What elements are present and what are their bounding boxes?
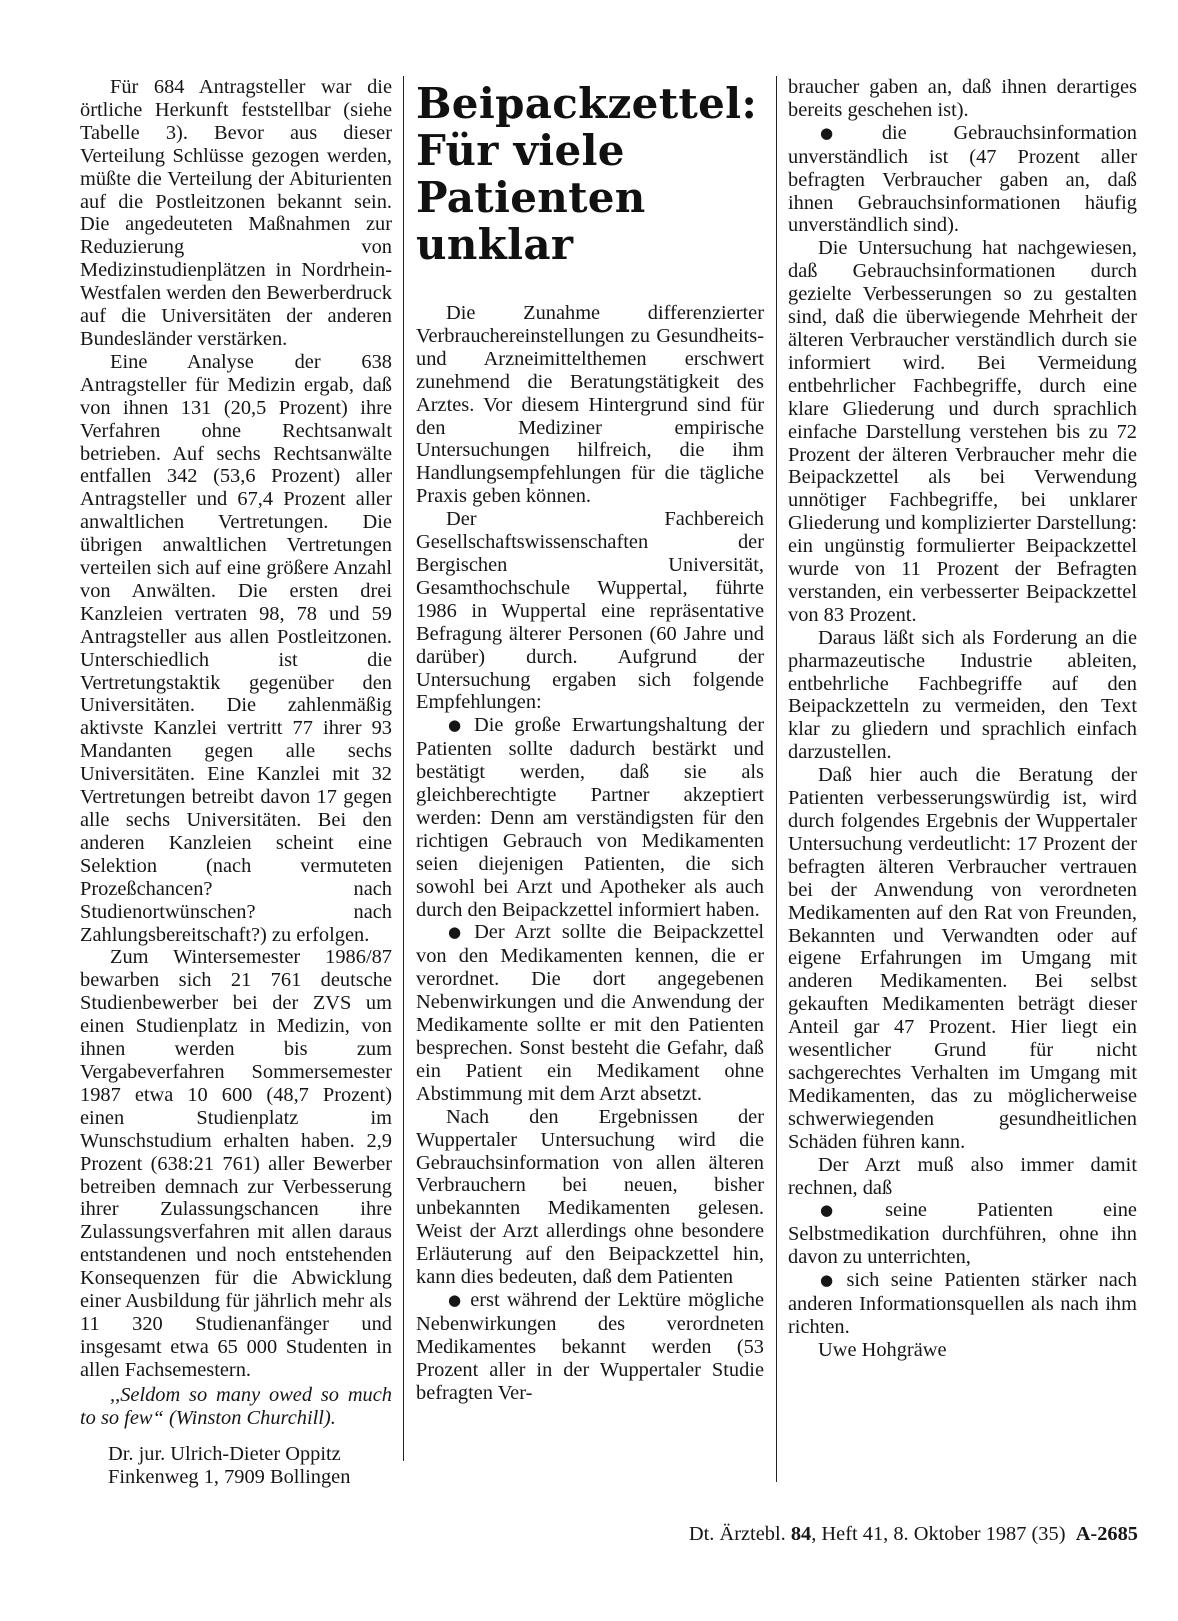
article-author: Uwe Hohgräwe bbox=[818, 1338, 947, 1361]
paragraph: Nach den Ergebnissen der Wuppertaler Untersuchung wird die Gebrauchsinformation von allen älteren Verbrauchern bei neuen, bisher unbekannten Medikamenten gelesen. Weist der Arzt allerdings ohne besondere Erläuterung auf den Beipackzettel hin, kann dies bedeuten, daß dem Patienten bbox=[416, 1105, 764, 1289]
paragraph: Zum Wintersemester 1986/87 bewarben sich 21 761 deutsche Studienbewerber bei der ZVS um einen Studienplatz in Medizin, von ihnen werden bis zum Vergabeverfahren Sommersemester 1987 etwa 10 600 (48,7 Prozent) einen Studienplatz im Wunschstudium erhalten haben. 2,9 Prozent (638:21 761) aller Bewerber betreiben demnach zur Verbesserung ihrer Zulassungschancen ihre Zulassungsverfahren mit allen daraus entstandenen und noch entstehenden Konsequenzen für die Abwicklung einer Ausbildung für jährlich mehr als 11 320 Studienanfänger und insgesamt etwa 65 000 Studenten in allen Fachsemestern. bbox=[80, 946, 392, 1381]
page-number: A-2685 bbox=[1075, 1523, 1138, 1545]
paragraph: Daß hier auch die Beratung der Patienten verbesserungswürdig ist, wird durch folgendes Ergebnis der Wuppertaler Untersuchung verdeutlicht: 17 Prozent der befragten älteren Verbraucher vertrauen bei der Anwendung von verordneten Medikamenten auf den Rat von Freunden, Bekannten und Verwandten oder auf eigene Erfahrungen im Umgang mit anderen Medikamenten. Bei selbst gekauften Medikamenten beträgt dieser Anteil gar 47 Prozent. Hier liegt ein wesentlicher Grund für nicht sachgerechtes Verhalten im Umgang mit Medikamenten, das zu möglicherweise schwerwiegenden gesundheitlichen Schäden führen kann. bbox=[788, 764, 1137, 1153]
journal-name: Dt. Ärztebl. bbox=[688, 1523, 786, 1545]
right-column bbox=[788, 76, 1137, 1362]
paragraph: Eine Analyse der 638 Antragsteller für Medizin ergab, daß von ihnen 131 (20,5 Prozent) ihre Verfahren ohne Rechtsanwalt betrieben. Auf sechs Rechtsanwälte entfallen 342 (53,6 Prozent) aller Antragsteller und 67,4 Prozent aller anwaltlichen Vertretungen. Die übrigen anwaltlichen Vertretungen verteilen sich auf eine größere Anzahl von Anwälten. Die ersten drei Kanzleien vertraten 98, 78 und 59 Antragsteller aus allen Postleitzonen. Unterschiedlich ist die Vertretungstaktik gegenüber den Universitäten. Die zahlenmäßig aktivste Kanzlei vertritt 77 ihrer 93 Mandanten gegen alle sechs Universitäten. Eine Kanzlei mit 32 Vertretungen betreibt davon 17 gegen alle sechs Universitäten. Bei den anderen Kanzleien scheint eine Selektion (nach vermuteten Prozeßchancen? nach Studienortwünschen? nach Zahlungsbereitschaft?) zu erfolgen. bbox=[80, 350, 392, 946]
bullet-item: ● seine Patienten eine Selbstmedikation durchführen, ohne ihn davon zu unterrichten, bbox=[788, 1199, 1137, 1269]
volume-number: 84 bbox=[790, 1523, 812, 1545]
column-rule-1 bbox=[403, 76, 404, 1461]
paragraph: Die Untersuchung hat nachgewiesen, daß Gebrauchsinformationen durch gezielte Verbesserungen so zu gestalten sind, daß die überwiegende Mehrheit der älteren Verbraucher verständlich durch sie informiert wird. Bei Vermeidung entbehrlicher Fachbegriffe, durch eine klare Gliederung und durch sprachlich einfache Darstellung verstehen bis zu 72 Prozent der älteren Verbraucher mehr die Beipackzettel als bei Verwendung unnötiger Fachbegriffe, bei unklarer Gliederung und komplizierter Darstellung: ein ungünstig formulierter Beipackzettel wurde von 11 Prozent der Befragten verstanden, ein verbesserter Beipackzettel von 83 Prozent. bbox=[788, 237, 1137, 626]
paragraph: Der Arzt muß also immer damit rechnen, daß bbox=[788, 1153, 1137, 1199]
author-signature bbox=[80, 1443, 392, 1489]
author-address: Finkenweg 1, 7909 Bollingen bbox=[108, 1466, 351, 1489]
issue-date: , Heft 41, 8. Oktober 1987 (35) bbox=[811, 1523, 1066, 1545]
article-headline: Beipackzettel: Für viele Patienten unklar bbox=[416, 79, 758, 269]
bullet-item: ● Die große Erwartungshaltung der Patienten sollte dadurch bestärkt und bestätigt werden, daß sie als gleichberechtigte Partner akzeptiert werden: Denn am verständigsten für den richtigen Gebrauch von Medikamenten seien diejenigen Patienten, die sich sowohl bei Arzt und Apotheker als auch durch den Beipackzettel informiert haben. bbox=[416, 714, 764, 921]
bullet-item: ● erst während der Lektüre mögliche Nebenwirkungen des verordneten Medikamentes bekannt werden (53 Prozent aller in der Wuppertaler Studie befragten Ver- bbox=[416, 1289, 764, 1405]
author-name: Dr. jur. Ulrich-Dieter Oppitz bbox=[108, 1443, 341, 1466]
bullet-item: ● Der Arzt sollte die Beipackzettel von den Medikamenten kennen, die er verordnet. Die dort angegebenen Nebenwirkungen und die Anwendung der Medikamente sollte er mit den Patienten besprechen. Sonst besteht die Gefahr, daß ein Patient ein Medikament ohne Abstimmung mit dem Arzt absetzt. bbox=[416, 921, 764, 1105]
churchill-quote: ,,Seldom so many owed so much to so few“ (Winston Churchill). bbox=[80, 1383, 392, 1429]
paragraph: Die Zunahme differenzierter Verbrauchereinstellungen zu Gesundheits- und Arzneimittelthemen erschwert zunehmend die Beratungstätigkeit des Arztes. Vor diesem Hintergrund sind für den Mediziner empirische Untersuchungen hilfreich, die ihm Handlungsempfehlungen für die tägliche Praxis geben können. bbox=[416, 302, 764, 508]
bullet-item: ● sich seine Patienten stärker nach anderen Informationsquellen als nach ihm richten. bbox=[788, 1269, 1137, 1339]
left-column bbox=[80, 76, 392, 1489]
paragraph-continuation: braucher gaben an, daß ihnen derartiges bereits geschehen ist). bbox=[788, 76, 1137, 121]
column-rule-2 bbox=[776, 76, 777, 1482]
article-column bbox=[416, 76, 764, 1405]
paragraph: Der Fachbereich Gesellschaftswissenschaften der Bergischen Universität, Gesamthochschule Wuppertal, führte 1986 in Wuppertal eine repräsentative Befragung älterer Personen (60 Jahre und darüber) durch. Aufgrund der Untersuchung ergaben sich folgende Empfehlungen: bbox=[416, 508, 764, 714]
page-footer bbox=[600, 1523, 1138, 1546]
paragraph: Daraus läßt sich als Forderung an die pharmazeutische Industrie ableiten, entbehrliche Fachbegriffe auf den Beipackzetteln zu vermeiden, den Text klar zu gliedern und sprachlich einfach darzustellen. bbox=[788, 626, 1137, 764]
bullet-item: ● die Gebrauchsinformation unverständlich ist (47 Prozent aller befragten Verbraucher gaben an, daß ihnen Gebrauchsinformationen häufig unverständlich sind). bbox=[788, 122, 1137, 238]
paragraph: Für 684 Antragsteller war die örtliche Herkunft feststellbar (siehe Tabelle 3). Bevor aus dieser Verteilung Schlüsse gezogen werden, müßte die Verteilung der Abiturienten auf die Postleitzonen bekannt sein. Die angedeuteten Maßnahmen zur Reduzierung von Medizinstudienplätzen in Nordrhein-Westfalen werden den Bewerberdruck auf die Universitäten der anderen Bundesländer verstärken. bbox=[80, 76, 392, 350]
